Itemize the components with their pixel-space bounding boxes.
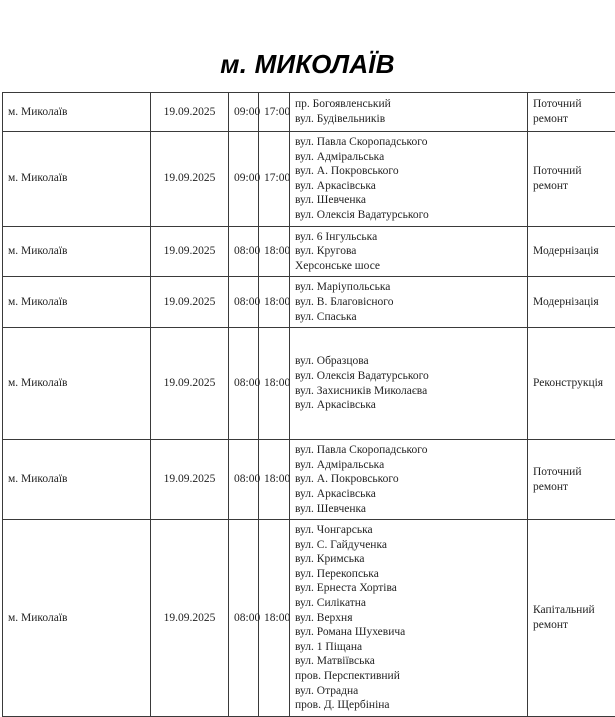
cell-work-type bbox=[528, 277, 615, 328]
work-type-label: Поточний ремонт bbox=[533, 465, 615, 494]
street-list bbox=[295, 97, 522, 126]
cell-start-time: 08:00 bbox=[229, 226, 259, 277]
street-list-item: вул. А. Покровського bbox=[295, 472, 522, 487]
street-list-item: вул. Шевченка bbox=[295, 502, 522, 517]
street-list-item: вул. 6 Інгульська bbox=[295, 230, 522, 245]
street-list-item: пров. Перспективний bbox=[295, 669, 522, 684]
street-list bbox=[295, 443, 522, 516]
street-list-item: вул. Олексія Вадатурського bbox=[295, 369, 522, 384]
street-list-item: пров. Д. Щербініна bbox=[295, 698, 522, 713]
work-type-label: Модернізація bbox=[533, 295, 615, 310]
street-list-item: вул. Романа Шухевича bbox=[295, 625, 522, 640]
street-list-item: вул. Верхня bbox=[295, 611, 522, 626]
table-row bbox=[3, 328, 615, 440]
work-type-label: Модернізація bbox=[533, 244, 615, 259]
cell-date: 19.09.2025 bbox=[151, 93, 229, 132]
cell-work-type bbox=[528, 132, 615, 227]
cell-date: 19.09.2025 bbox=[151, 226, 229, 277]
street-list-item: вул. Маріупольська bbox=[295, 280, 522, 295]
cell-streets bbox=[290, 277, 528, 328]
cell-work-type bbox=[528, 93, 615, 132]
street-list bbox=[295, 354, 522, 412]
street-list-item: вул. Спаська bbox=[295, 310, 522, 325]
cell-city: м. Миколаїв bbox=[3, 132, 151, 227]
cell-end-time: 18:00 bbox=[259, 226, 290, 277]
cell-city: м. Миколаїв bbox=[3, 520, 151, 717]
table-row bbox=[3, 132, 615, 227]
street-list-item: вул. А. Покровського bbox=[295, 164, 522, 179]
outage-schedule-table bbox=[2, 92, 615, 717]
cell-work-type bbox=[528, 226, 615, 277]
page-title: м. МИКОЛАЇВ bbox=[0, 0, 615, 80]
cell-work-type bbox=[528, 520, 615, 717]
cell-city: м. Миколаїв bbox=[3, 277, 151, 328]
street-list-item: пр. Богоявленський bbox=[295, 97, 522, 112]
cell-start-time: 08:00 bbox=[229, 520, 259, 717]
cell-city: м. Миколаїв bbox=[3, 328, 151, 440]
cell-work-type bbox=[528, 328, 615, 440]
outage-schedule-table-container bbox=[2, 92, 615, 717]
cell-end-time: 18:00 bbox=[259, 520, 290, 717]
cell-streets bbox=[290, 226, 528, 277]
street-list-item: вул. Отрадна bbox=[295, 684, 522, 699]
street-list-item: вул. Захисників Миколаєва bbox=[295, 384, 522, 399]
street-list-item: вул. Чонгарська bbox=[295, 523, 522, 538]
cell-date: 19.09.2025 bbox=[151, 520, 229, 717]
cell-city: м. Миколаїв bbox=[3, 226, 151, 277]
cell-streets bbox=[290, 328, 528, 440]
street-list-item: вул. Кругова bbox=[295, 244, 522, 259]
street-list-item: вул. Адміральська bbox=[295, 150, 522, 165]
street-list-item: вул. Перекопська bbox=[295, 567, 522, 582]
cell-start-time: 09:00 bbox=[229, 93, 259, 132]
cell-work-type bbox=[528, 440, 615, 520]
street-list-item: вул. Аркасівська bbox=[295, 487, 522, 502]
cell-end-time: 18:00 bbox=[259, 440, 290, 520]
street-list-item: вул. 1 Піщана bbox=[295, 640, 522, 655]
table-body bbox=[3, 93, 615, 717]
cell-start-time: 08:00 bbox=[229, 328, 259, 440]
street-list-item: вул. В. Благовісного bbox=[295, 295, 522, 310]
cell-start-time: 08:00 bbox=[229, 277, 259, 328]
work-type-label: Капітальний ремонт bbox=[533, 603, 615, 632]
cell-date: 19.09.2025 bbox=[151, 277, 229, 328]
work-type-label: Поточний ремонт bbox=[533, 97, 615, 126]
cell-streets bbox=[290, 132, 528, 227]
cell-date: 19.09.2025 bbox=[151, 328, 229, 440]
street-list bbox=[295, 135, 522, 223]
street-list bbox=[295, 523, 522, 713]
street-list-item: вул. Адміральська bbox=[295, 458, 522, 473]
street-list-item: вул. Образцова bbox=[295, 354, 522, 369]
street-list-item: вул. Будівельників bbox=[295, 112, 522, 127]
table-row bbox=[3, 93, 615, 132]
cell-end-time: 17:00 bbox=[259, 93, 290, 132]
street-list-item: вул. Павла Скоропадського bbox=[295, 135, 522, 150]
cell-end-time: 17:00 bbox=[259, 132, 290, 227]
work-type-label: Поточний ремонт bbox=[533, 164, 615, 193]
table-row bbox=[3, 277, 615, 328]
street-list bbox=[295, 230, 522, 274]
cell-start-time: 09:00 bbox=[229, 132, 259, 227]
cell-streets bbox=[290, 93, 528, 132]
table-row bbox=[3, 226, 615, 277]
cell-city: м. Миколаїв bbox=[3, 440, 151, 520]
street-list-item: вул. Шевченка bbox=[295, 193, 522, 208]
street-list-item: вул. Аркасівська bbox=[295, 179, 522, 194]
street-list-item: вул. С. Гайдученка bbox=[295, 538, 522, 553]
table-row bbox=[3, 520, 615, 717]
table-row bbox=[3, 440, 615, 520]
street-list-item: вул. Кримська bbox=[295, 552, 522, 567]
street-list-item: вул. Ернеста Хортіва bbox=[295, 581, 522, 596]
cell-streets bbox=[290, 520, 528, 717]
street-list-item: вул. Павла Скоропадського bbox=[295, 443, 522, 458]
cell-city: м. Миколаїв bbox=[3, 93, 151, 132]
street-list-item: вул. Матвіївська bbox=[295, 654, 522, 669]
street-list-item: вул. Олексія Вадатурського bbox=[295, 208, 522, 223]
work-type-label: Реконструкція bbox=[533, 376, 615, 391]
cell-streets bbox=[290, 440, 528, 520]
cell-end-time: 18:00 bbox=[259, 277, 290, 328]
cell-date: 19.09.2025 bbox=[151, 132, 229, 227]
street-list bbox=[295, 280, 522, 324]
cell-start-time: 08:00 bbox=[229, 440, 259, 520]
street-list-item: Херсонське шосе bbox=[295, 259, 522, 274]
cell-end-time: 18:00 bbox=[259, 328, 290, 440]
cell-date: 19.09.2025 bbox=[151, 440, 229, 520]
street-list-item: вул. Силікатна bbox=[295, 596, 522, 611]
street-list-item: вул. Аркасівська bbox=[295, 398, 522, 413]
